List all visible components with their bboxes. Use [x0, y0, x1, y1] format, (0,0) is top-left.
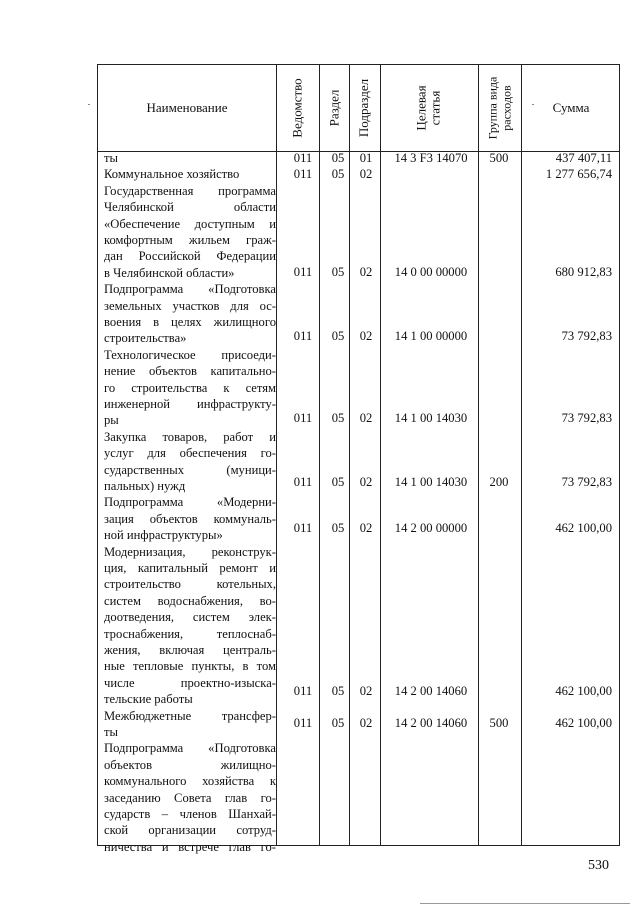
cell-pod: 02 [359, 167, 373, 181]
cell-ved: 011 [293, 684, 313, 698]
name-line: Подпрограмма «Подготовка [104, 282, 276, 297]
cell-sum: 462 100,00 [555, 521, 612, 535]
header-celevaya-label: Целевая [413, 85, 429, 131]
name-line: доотведения, систем элек- [104, 610, 276, 625]
cell-raz: 05 [331, 411, 345, 425]
header-summa-label: Сумма [552, 100, 590, 115]
cell-pod: 02 [359, 684, 373, 698]
cell-grp: 500 [489, 151, 509, 165]
name-line: нение объектов капитально- [104, 364, 276, 379]
cell-ved: 011 [293, 411, 313, 425]
name-line: ры [104, 413, 119, 428]
cell-raz: 05 [331, 329, 345, 343]
header-summa [521, 65, 621, 151]
header-podrazdel [349, 65, 380, 151]
cell-pod: 02 [359, 411, 373, 425]
header-name-label: Наименование [146, 100, 228, 115]
name-line: ные тепловые пункты, в том [104, 659, 276, 674]
name-line: жения, включая централь- [104, 643, 276, 657]
name-line: пальных) нужд [104, 479, 186, 493]
name-line: Закупка товаров, работ и [104, 429, 276, 444]
cell-raz: 05 [331, 151, 345, 165]
cell-pod: 02 [359, 475, 373, 489]
name-line: числе проектно-изыска- [104, 675, 276, 690]
scan-speck [88, 104, 90, 105]
cell-cel: 14 1 00 00000 [394, 329, 468, 343]
header-gruppa-label-2: расходов [499, 85, 514, 131]
name-line: Государственная программа [104, 183, 276, 198]
cell-pod: 02 [359, 521, 373, 535]
name-line: Межбюджетные трансфер- [104, 708, 276, 723]
cell-raz: 05 [331, 475, 345, 489]
name-line: земельных участков для ос- [104, 298, 276, 313]
header-gruppa-label: Группа вида [485, 76, 500, 140]
cell-grp: 200 [489, 475, 509, 489]
header-podrazdel-label: Подраздел [356, 78, 372, 138]
cell-sum: 1 277 656,74 [545, 167, 612, 181]
cell-pod: 02 [359, 265, 373, 279]
name-line: тельские работы [104, 692, 193, 707]
cell-ved: 011 [293, 329, 313, 343]
cell-sum: 462 100,00 [555, 684, 612, 698]
cell-cel: 14 1 00 14030 [394, 411, 468, 425]
cell-cel: 14 2 00 00000 [394, 521, 468, 535]
name-line: ской организации сотруд- [104, 823, 276, 838]
name-line: заседанию Совета глав го- [104, 790, 276, 805]
name-line: коммунального хозяйства к [104, 774, 276, 789]
name-line: сударственных (муници- [104, 462, 276, 477]
cell-raz: 05 [331, 521, 345, 535]
cell-sum: 73 792,83 [561, 329, 612, 343]
name-line: ты [104, 151, 118, 165]
header-name [98, 65, 276, 151]
cell-ved: 011 [293, 265, 313, 279]
cell-cel: 14 2 00 14060 [394, 716, 468, 730]
cell-sum: 462 100,00 [555, 716, 612, 730]
name-line: зация объектов коммуналь- [104, 511, 276, 526]
name-line: троснабжения, теплоснаб- [104, 626, 276, 641]
col-divider [380, 65, 381, 845]
name-line: в Челябинской области» [104, 265, 235, 280]
header-vedomstvo [276, 65, 319, 151]
name-line: Технологическое присоеди- [104, 347, 276, 362]
cell-pod: 02 [359, 329, 373, 343]
header-vedomstvo-label: Ведомство [289, 78, 305, 138]
cell-sum: 73 792,83 [561, 475, 612, 489]
cell-ved: 011 [293, 716, 313, 730]
header-gruppa [478, 65, 521, 151]
cell-cel: 14 2 00 14060 [394, 684, 468, 698]
cell-ved: 011 [293, 521, 313, 535]
name-line: Челябинской области [104, 200, 276, 215]
name-line: дан Российской Федерации [104, 249, 276, 264]
cell-sum: 437 407,11 [555, 151, 612, 165]
name-line: Подпрограмма «Подготовка [104, 741, 276, 756]
cell-grp: 500 [489, 716, 509, 730]
cell-raz: 05 [331, 716, 345, 730]
name-line: ция, капитальный ремонт и [104, 561, 276, 575]
header-celevaya [380, 65, 478, 151]
name-line: ничества и встрече глав го- [104, 839, 276, 854]
name-line: объектов жилищно- [104, 757, 276, 772]
name-line: строительство котельных, [104, 577, 276, 592]
cell-ved: 011 [293, 167, 313, 181]
name-line: услуг для обеспечения го- [104, 446, 276, 461]
name-line: строительства» [104, 331, 187, 346]
cell-sum: 73 792,83 [561, 411, 612, 425]
name-line: «Обеспечение доступным и [104, 216, 276, 231]
name-line: инженерной инфраструкту- [104, 397, 276, 411]
cell-ved: 011 [293, 151, 313, 165]
cell-cel: 14 1 00 14030 [394, 475, 468, 489]
name-line: Подпрограмма «Модерни- [104, 495, 276, 510]
name-line: Модернизация, реконструк- [104, 544, 276, 559]
name-line: ной инфраструктуры» [104, 528, 223, 543]
page-number: 530 [588, 858, 609, 873]
name-line: комфортным жильем граж- [104, 233, 276, 247]
cell-ved: 011 [293, 475, 313, 489]
name-line: сударств – членов Шанхай- [104, 807, 276, 821]
cell-raz: 05 [331, 684, 345, 698]
cell-cel: 14 3 F3 14070 [394, 151, 468, 165]
cell-sum: 680 912,83 [555, 265, 612, 279]
name-line: систем водоснабжения, во- [104, 593, 276, 608]
name-line: воения в целях жилищного [104, 315, 276, 329]
cell-pod: 01 [359, 151, 373, 165]
header-celevaya-label-2: статья [427, 90, 443, 126]
cell-pod: 02 [359, 716, 373, 730]
name-line: ты [104, 725, 118, 739]
name-line: Коммунальное хозяйство [104, 167, 240, 182]
header-razdel [319, 65, 349, 151]
col-divider [276, 65, 277, 845]
header-razdel-label: Раздел [326, 89, 341, 127]
cell-raz: 05 [331, 265, 345, 279]
name-line: го строительства к сетям [104, 380, 276, 395]
cell-cel: 14 0 00 00000 [394, 265, 468, 279]
scan-edge [420, 903, 630, 904]
scan-speck [532, 104, 534, 105]
cell-raz: 05 [331, 167, 345, 181]
